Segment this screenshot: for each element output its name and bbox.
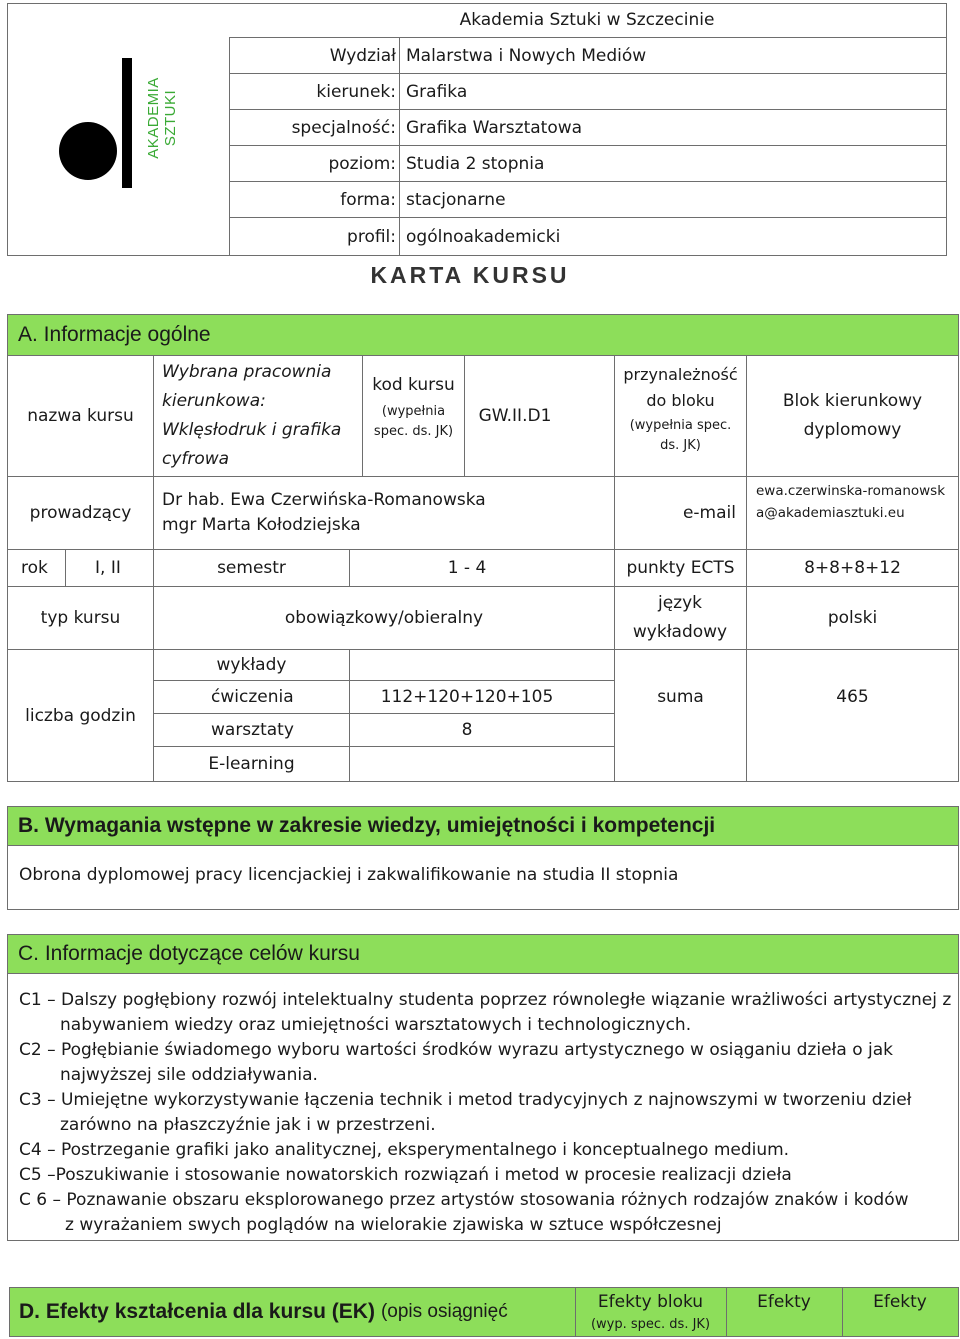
section-b-text: Obrona dyplomowej pracy licencjackiej i zakwalifikowanie na studia II stopnia xyxy=(19,865,679,885)
logo-text: AKADEMIA SZTUKI xyxy=(145,77,179,159)
goal-line: C3 – Umiejętne wykorzystywanie łączenia technik i metod tradycyjnych z najnowszymi w tworzeniu dzieł xyxy=(19,1090,912,1110)
block-value: Blok kierunkowy dyplomowy xyxy=(782,391,923,440)
hours-value-elearning xyxy=(350,747,584,781)
email-label: e-mail xyxy=(682,503,736,523)
section-c-header: C. Informacje dotyczące celów kursu xyxy=(7,934,959,974)
section-d-title-bold: D. Efekty kształcenia dla kursu (EK) xyxy=(19,1300,375,1323)
section-d-col3 xyxy=(842,1287,959,1337)
course-name-value: Wybrana pracownia kierunkowa: Wklęsłodruk i grafika cyfrowa xyxy=(162,362,342,469)
section-d-col1 xyxy=(575,1287,727,1337)
section-a-header: A. Informacje ogólne xyxy=(7,314,959,356)
header-row-2 xyxy=(229,74,947,110)
course-name-label: nazwa kursu xyxy=(27,406,134,426)
email-value[interactable]: ewa.czerwinska-romanowska@akademiasztuki.eu xyxy=(756,483,946,521)
header-value: Malarstwa i Nowych Mediów xyxy=(406,46,647,66)
section-d-col1-note: (wyp. spec. ds. JK) xyxy=(590,1316,711,1332)
goal-line: C 6 – Poznawanie obszaru eksplorowanego przez artystów stosowania różnych rodzajów znaków i kodów xyxy=(19,1190,909,1210)
section-d-col1-label: Efekty bloku xyxy=(597,1292,704,1312)
section-b-header: B. Wymagania wstępne w zakresie wiedzy, umiejętności i kompetencji xyxy=(7,806,959,846)
ects-value: 8+8+8+12 xyxy=(804,558,901,578)
header-row-5 xyxy=(229,182,947,218)
block-note: (wypełnia spec. ds. JK) xyxy=(629,418,732,453)
course-code-label-cell xyxy=(363,356,464,476)
header-label: specjalność: xyxy=(291,118,396,138)
header-row-4 xyxy=(229,146,947,182)
vline xyxy=(746,477,747,549)
goal-line: najwyższej sile oddziaływania. xyxy=(60,1065,318,1085)
header-label: profil: xyxy=(347,226,396,247)
hours-label: liczba godzin xyxy=(25,705,136,726)
lecturer-label: prowadzący xyxy=(29,503,132,523)
card-title: KARTA KURSU xyxy=(370,261,570,288)
section-d-col3-label: Efekty xyxy=(873,1292,927,1312)
language-value: polski xyxy=(827,608,878,628)
year-label: rok xyxy=(21,558,48,578)
vline xyxy=(746,356,747,476)
vline xyxy=(349,650,350,781)
header-label: kierunek: xyxy=(316,82,396,102)
block-label-cell xyxy=(615,356,746,476)
hours-value-workshops: 8 xyxy=(461,720,473,740)
language-label: język wykładowy xyxy=(632,593,728,642)
year-value: I, II xyxy=(95,558,121,578)
vline xyxy=(153,356,154,476)
header-row-6 xyxy=(229,218,947,255)
header-value: Grafika Warsztatowa xyxy=(406,118,583,138)
sum-label: suma xyxy=(657,687,704,707)
header-value: ogólnoakademicki xyxy=(406,226,561,247)
type-value: obowiązkowy/obieralny xyxy=(284,608,484,628)
lecturer-2: mgr Marta Kołodziejska xyxy=(162,515,361,535)
hours-value-lectures xyxy=(350,650,584,680)
section-d-col2 xyxy=(726,1287,843,1337)
semester-value: 1 - 4 xyxy=(447,558,487,578)
hours-value-exercises: 112+120+120+105 xyxy=(380,687,554,707)
header-row-3 xyxy=(229,110,947,146)
goal-line: nabywaniem wiedzy oraz umiejętności warsztatowych i technologicznych. xyxy=(60,1015,692,1035)
ects-label: punkty ECTS xyxy=(626,558,735,578)
header-value: Grafika xyxy=(406,82,468,102)
header-label: forma: xyxy=(340,190,396,210)
vline xyxy=(153,477,154,549)
goal-line: C4 – Postrzeganie grafiki jako analitycznej, eksperymentalnego i konceptualnego medium. xyxy=(19,1140,790,1160)
goal-line: C5 –Poszukiwanie i stosowanie nowatorskich rozwiązań i metod w procesie realizacji dzieła xyxy=(19,1165,792,1185)
type-label: typ kursu xyxy=(40,608,121,628)
block-label: przynależność do bloku xyxy=(623,365,738,410)
goal-line: C2 – Pogłębianie świadomego wyboru wartości środków wyrazu artystycznego w osiąganiu dzieła o jak xyxy=(19,1040,893,1060)
hours-type-elearning: E-learning xyxy=(208,754,295,774)
goal-line: zarówno na płaszczyźnie jak i w przestrzeni. xyxy=(60,1115,436,1135)
section-d-col2-label: Efekty xyxy=(757,1292,811,1312)
hours-type-exercises: ćwiczenia xyxy=(211,687,294,707)
hours-type-workshops: warsztaty xyxy=(211,720,294,740)
vline xyxy=(614,587,615,649)
header-label: poziom: xyxy=(328,154,396,174)
course-code-note: (wypełnia spec. ds. JK) xyxy=(373,404,454,439)
header-value: Studia 2 stopnia xyxy=(406,154,545,174)
section-d-title-rest: (opis osiągnięć xyxy=(380,1301,508,1322)
lecturer-1: Dr hab. Ewa Czerwińska-Romanowska xyxy=(162,490,486,510)
header-label: Wydział xyxy=(329,46,396,66)
course-code-label: kod kursu xyxy=(372,375,455,395)
goal-line: C1 – Dalszy pogłębiony rozwój intelektualny studenta poprzez równoległe wiązanie wrażliwości artystycznej z xyxy=(19,990,952,1010)
hours-type-lectures: wykłady xyxy=(216,655,287,675)
header-value: stacjonarne xyxy=(406,190,506,210)
section-d-title xyxy=(19,1289,574,1335)
vline xyxy=(65,550,66,586)
goal-line: z wyrażaniem swych poglądów na wielorakie zjawiska w sztuce współczesnej xyxy=(65,1215,722,1235)
semester-label: semestr xyxy=(217,558,286,578)
course-code-value: GW.II.D1 xyxy=(478,406,552,426)
header-row-1 xyxy=(229,38,947,74)
university-name: Akademia Sztuki w Szczecinie xyxy=(459,10,715,30)
sum-value: 465 xyxy=(836,687,869,707)
